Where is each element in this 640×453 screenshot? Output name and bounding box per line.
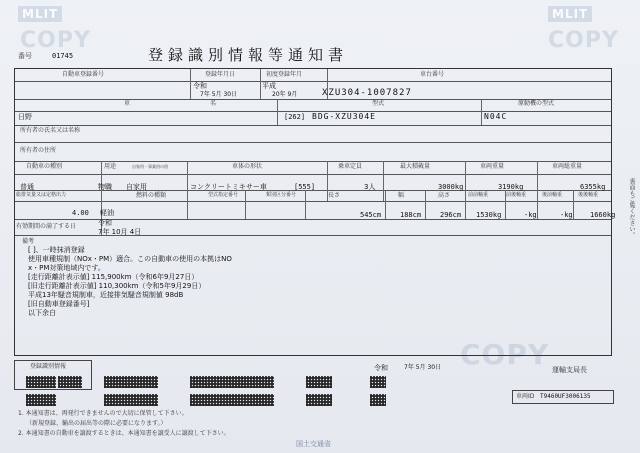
max-load-label: 最大積載量 (400, 163, 431, 170)
vehicle-label: 車 (124, 100, 131, 107)
first-reg-label: 初度登録年月 (266, 71, 303, 78)
expiry-value: 7年 10月 4日 (98, 228, 142, 236)
remarks-line: [旧走行距離計表示値] 110,300km（令和5年9月29日） (28, 282, 206, 290)
rear-front-axle-label: 後前軸重 (542, 192, 563, 198)
height-label: 高さ (438, 192, 451, 199)
front-rear-axle-value: -kg (524, 211, 537, 219)
vehicle-kind-label: 自動車の種別 (26, 163, 63, 170)
model-label: 型式 (372, 100, 385, 107)
displacement-value: 4.00 (72, 209, 89, 217)
model-value: BDG-XZU304E (312, 112, 376, 121)
remarks-line: [ ]、一時抹消登録 (28, 246, 85, 254)
vehicle-id-label: 車両ID (516, 393, 535, 400)
issue-date-era: 令和 (374, 364, 388, 372)
use-sub-label: 自家用・事業用の別 (132, 164, 168, 169)
class-number-label: 類別区分番号 (266, 192, 297, 198)
length-value: 545cm (360, 211, 382, 219)
ministry-tagline: 国土交通省 (296, 440, 331, 448)
barcode-11 (370, 394, 386, 406)
barcode-6 (370, 376, 386, 388)
remarks-line: 平成13年騒音規制車，近接排気騒音規制値 98dB (28, 291, 184, 299)
remarks-label: 備考 (22, 238, 35, 245)
chassis-number-value: XZU304-1007827 (322, 88, 412, 98)
barcode-1 (26, 376, 56, 388)
private-use-value: 自家用 (126, 183, 147, 191)
watermark-copy-bottom: COPY (460, 338, 550, 371)
remarks-line: [旧自動車登録番号] (28, 300, 90, 308)
barcode-8 (104, 394, 158, 406)
barcode-2 (58, 376, 82, 388)
office-label: 運輸支局長 (552, 366, 587, 374)
note-1b: （新規登録、輸出の届出等の際に必要になります。） (26, 420, 167, 427)
vehicle-id-value: T9460UF3006135 (540, 393, 591, 400)
issue-date-value: 7年 5月 30日 (404, 364, 442, 371)
barcode-9 (190, 394, 274, 406)
rear-rear-axle-value: 1660kg (590, 211, 616, 219)
serial-label: 番号 (18, 52, 32, 60)
width-value: 188cm (400, 211, 422, 219)
owner-address-label: 所有者の住所 (20, 147, 57, 154)
body-shape-code: [555] (294, 183, 316, 191)
vehicle-name-label: 名 (210, 100, 217, 107)
note-2: 2. 本通知書の自動車を譲渡するときは、本通知書を譲受人に譲渡して下さい。 (18, 430, 230, 437)
engine-model-value: N04C (484, 112, 508, 121)
watermark-mlit-left: MLIT (18, 6, 62, 22)
rear-rear-axle-label: 後後軸重 (578, 192, 599, 198)
use-label: 用途 (104, 163, 117, 170)
expiry-label: 有効期間の満了する日 (16, 223, 77, 230)
length-label: 長さ (328, 192, 341, 199)
capacity-label: 乗車定員 (338, 163, 363, 170)
vehicle-kind-value: 普通 (20, 183, 34, 191)
capacity-value: 3人 (364, 183, 376, 191)
type-number-label: 型式指定番号 (208, 192, 239, 198)
barcode-10 (306, 394, 332, 406)
body-shape-value: コンクリートミキサー車 (190, 183, 267, 191)
remarks-line: 以下余白 (28, 309, 56, 317)
serial-value: 01745 (52, 52, 74, 60)
height-value: 296cm (440, 211, 462, 219)
vehicle-weight-label: 車両重量 (480, 163, 505, 170)
chassis-number-label: 車台番号 (420, 71, 445, 78)
expiry-era: 令和 (98, 219, 112, 227)
engine-model-label: 原動機の型式 (518, 100, 555, 107)
watermark-mlit-right: MLIT (548, 6, 592, 22)
width-label: 幅 (398, 192, 405, 199)
first-reg-era: 平成 (262, 82, 276, 90)
barcode-3 (104, 376, 158, 388)
watermark-copy-right: COPY (548, 28, 619, 53)
gross-weight-label: 車両総重量 (552, 163, 583, 170)
fuel-label: 燃料の種類 (136, 192, 167, 199)
barcode-7 (26, 394, 56, 406)
reg-date-label: 登録年月日 (205, 71, 236, 78)
watermark-copy-left: COPY (20, 28, 91, 53)
barcode-5 (306, 376, 332, 388)
remarks-line: [走行距離計表示値] 115,900km（令和6年9月27日） (28, 273, 199, 281)
barcode-4 (190, 376, 274, 388)
max-load-value: 3000kg (438, 183, 464, 191)
reg-number-label: 自動車登録番号 (62, 71, 105, 78)
front-front-axle-value: 1530kg (476, 211, 502, 219)
owner-name-label: 所有者の氏名又は名称 (20, 127, 81, 134)
side-note: 裏面もご覧ください。 (628, 178, 635, 238)
document-title: 登録識別情報等通知書 (148, 46, 349, 64)
front-front-axle-label: 前前軸重 (468, 192, 489, 198)
displacement-label: 総排気量又は定格出力 (16, 192, 67, 198)
rear-front-axle-value: -kg (560, 211, 573, 219)
front-rear-axle-label: 前後軸重 (506, 192, 527, 198)
vehicle-name-value: 日野 (18, 113, 32, 121)
vehicle-weight-value: 3190kg (498, 183, 524, 191)
reg-date-value: 7年 5月 30日 (200, 91, 238, 98)
first-reg-value: 20年 9月 (272, 91, 298, 98)
use-value: 物職 (98, 183, 112, 191)
reg-date-era: 令和 (193, 82, 207, 90)
remarks-line: 使用車種規制（NOx・PM）適合。この自動車の使用の本拠はNO (28, 255, 232, 263)
remarks-line: x・PM対策地域内です。 (28, 264, 105, 272)
body-shape-label: 車体の形状 (232, 163, 263, 170)
gross-weight-value: 6355kg (580, 183, 606, 191)
fuel-value: 軽油 (100, 209, 114, 217)
model-code: [262] (284, 113, 306, 121)
id-info-label: 登録識別情報 (30, 363, 67, 370)
note-1: 1. 本通知書は、再発行できませんので大切に保管して下さい。 (18, 410, 188, 417)
